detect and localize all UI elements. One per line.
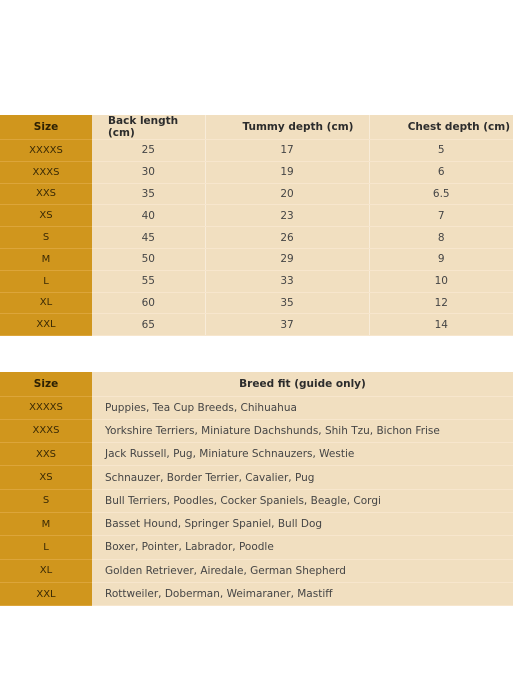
breed-fit-header: Breed fit (guide only) [92, 372, 513, 396]
breed-list: Bull Terriers, Poodles, Cocker Spaniels, Beagle, Corgi [92, 489, 513, 512]
size-label: XL [0, 559, 92, 582]
table-row [0, 248, 513, 270]
tummy-depth-value: 20 [205, 183, 369, 205]
size-label: M [0, 512, 92, 535]
chest-depth-value: 5 [369, 140, 513, 162]
back-length-value: 65 [92, 314, 205, 336]
size-label: S [0, 227, 92, 249]
size-label: XXXS [0, 419, 92, 442]
size-label: L [0, 536, 92, 559]
size-label: XXXXS [0, 140, 92, 162]
breed-fit-table [0, 372, 513, 606]
tummy-depth-value: 23 [205, 205, 369, 227]
tummy-depth-value: 37 [205, 314, 369, 336]
table-row [0, 512, 513, 535]
tummy-depth-value: 35 [205, 292, 369, 314]
tummy-depth-value: 33 [205, 270, 369, 292]
table-row [0, 314, 513, 336]
chest-depth-value: 14 [369, 314, 513, 336]
chest-depth-value: 8 [369, 227, 513, 249]
back-length-value: 60 [92, 292, 205, 314]
size-label: XXXXS [0, 396, 92, 419]
table-row [0, 489, 513, 512]
back-length-value: 50 [92, 248, 205, 270]
table-row [0, 140, 513, 162]
back-length-value: 40 [92, 205, 205, 227]
chest-depth-header: Chest depth (cm) [369, 115, 513, 140]
back-length-value: 45 [92, 227, 205, 249]
back-length-value: 25 [92, 140, 205, 162]
size-label: XXL [0, 314, 92, 336]
table-row [0, 419, 513, 442]
tummy-depth-value: 26 [205, 227, 369, 249]
table-row [0, 443, 513, 466]
back-length-header: Back length (cm) [92, 115, 205, 140]
chest-depth-value: 7 [369, 205, 513, 227]
tummy-depth-header: Tummy depth (cm) [205, 115, 369, 140]
table-row [0, 559, 513, 582]
size-chart-header-row [0, 115, 513, 140]
table-row [0, 183, 513, 205]
size-label: M [0, 248, 92, 270]
size-label: XXS [0, 183, 92, 205]
breed-list: Basset Hound, Springer Spaniel, Bull Dog [92, 512, 513, 535]
table-row [0, 582, 513, 605]
table-row [0, 536, 513, 559]
table-row [0, 227, 513, 249]
size-label: XXS [0, 443, 92, 466]
table-row [0, 396, 513, 419]
size-label: XS [0, 205, 92, 227]
chest-depth-value: 12 [369, 292, 513, 314]
breed-list: Jack Russell, Pug, Miniature Schnauzers, Westie [92, 443, 513, 466]
size-label: XXXS [0, 161, 92, 183]
back-length-value: 35 [92, 183, 205, 205]
tummy-depth-value: 19 [205, 161, 369, 183]
breed-list: Yorkshire Terriers, Miniature Dachshunds, Shih Tzu, Bichon Frise [92, 419, 513, 442]
table-row [0, 161, 513, 183]
size-chart-table [0, 115, 513, 336]
size-label: XS [0, 466, 92, 489]
chest-depth-value: 10 [369, 270, 513, 292]
table-row [0, 292, 513, 314]
chest-depth-value: 6 [369, 161, 513, 183]
size-label: S [0, 489, 92, 512]
breed-list: Rottweiler, Doberman, Weimaraner, Mastiff [92, 582, 513, 605]
breed-list: Golden Retriever, Airedale, German Shepherd [92, 559, 513, 582]
tummy-depth-value: 29 [205, 248, 369, 270]
breed-list: Puppies, Tea Cup Breeds, Chihuahua [92, 396, 513, 419]
table-row [0, 466, 513, 489]
back-length-value: 55 [92, 270, 205, 292]
size-label: XXL [0, 582, 92, 605]
breed-list: Schnauzer, Border Terrier, Cavalier, Pug [92, 466, 513, 489]
tummy-depth-value: 17 [205, 140, 369, 162]
size-label: XL [0, 292, 92, 314]
size-label: L [0, 270, 92, 292]
table-row [0, 270, 513, 292]
breed-list: Boxer, Pointer, Labrador, Poodle [92, 536, 513, 559]
back-length-value: 30 [92, 161, 205, 183]
breed-fit-header-row [0, 372, 513, 396]
size-column-header: Size [0, 115, 92, 140]
chest-depth-value: 9 [369, 248, 513, 270]
size-column-header: Size [0, 372, 92, 396]
table-row [0, 205, 513, 227]
chest-depth-value: 6.5 [369, 183, 513, 205]
